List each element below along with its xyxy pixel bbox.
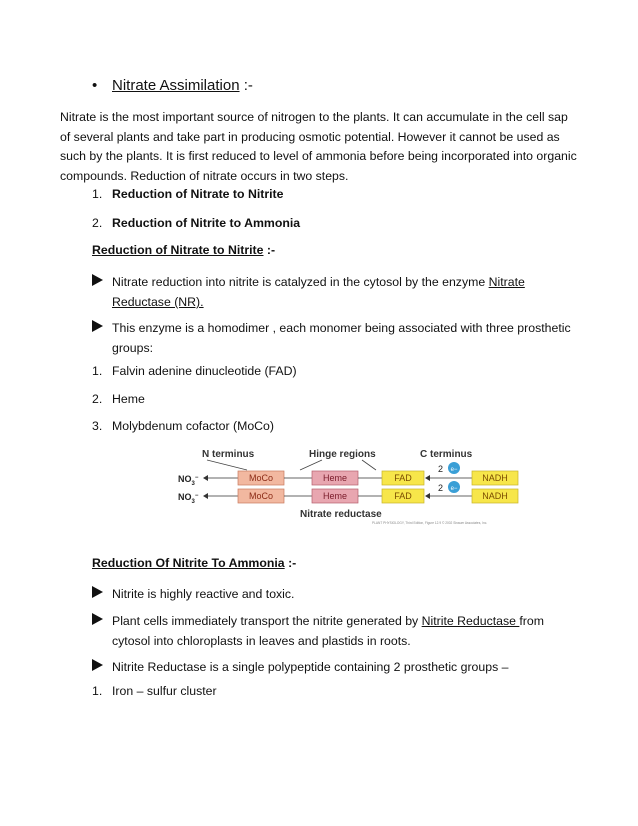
title-text: Nitrate Assimilation: [112, 77, 240, 94]
arrowhead-icon: [425, 493, 430, 499]
step-text: Reduction of Nitrite to Ammonia: [112, 216, 301, 230]
arrow-bullet-icon: [92, 613, 103, 625]
step-number: 2.: [92, 216, 103, 230]
c-terminus-label: C terminus: [420, 449, 473, 460]
title-bullet: •: [92, 77, 98, 94]
nitrate-reductase-diagram: [172, 446, 524, 528]
svg-text:e−: e−: [450, 467, 458, 473]
diagram-credit: PLANT PHYSIOLOGY, Third Edition, Figure 12.9 © 2002 Sinauer Associates, Inc.: [372, 521, 488, 525]
section2-heading: Reduction Of Nitrite To Ammonia :-: [92, 556, 297, 570]
arrow-bullet-icon: [92, 274, 103, 286]
moco-label: MoCo: [248, 491, 274, 501]
arrow-bullet-icon: [92, 320, 103, 332]
svg-text:2: 2: [438, 483, 444, 493]
arrowhead-icon: [203, 493, 208, 499]
arrow-bullet-icon: [92, 659, 103, 671]
hinge-pointer: [362, 460, 376, 470]
section1-heading: Reduction of Nitrate to Nitrite :-: [92, 243, 276, 257]
intro-text: Nitrate is the most important source of nitrogen to the plants. It can accumulate in the cell sap of several plants and take part in producing osmotic potential. However it cannot be used as such by the plants. It is first reduced to level of ammonia before being incorporated into organic compounds. Reduction of nitrate occurs in two steps.: [60, 110, 577, 183]
heme-label: Heme: [322, 473, 348, 483]
nitrite-reductase-link: Nitrite Reductase: [421, 614, 520, 628]
diagram-caption: Nitrate reductase: [300, 509, 382, 520]
svg-text:NO3−: $NO_3^-$: [178, 474, 199, 487]
n-terminus-pointer: [207, 460, 247, 470]
moco-label: MoCo: [248, 473, 274, 483]
arrowhead-icon: [203, 475, 208, 481]
nitrate-reductase-link: Nitrate Reductase (NR).: [112, 275, 525, 309]
arrowhead-icon: [425, 475, 430, 481]
step-number: 1.: [92, 187, 103, 201]
svg-text:NO3−: $NO_3^-$: [178, 492, 199, 505]
hinge-label: Hinge regions: [309, 449, 376, 460]
n-terminus-label: N terminus: [202, 449, 255, 460]
heme-label: Heme: [322, 491, 348, 501]
step-text: Reduction of Nitrate to Nitrite: [112, 187, 284, 201]
svg-text:2: 2: [438, 464, 444, 474]
nadh-label: NADH: [482, 473, 508, 483]
intro-paragraph: [60, 108, 580, 186]
hinge-pointer: [300, 460, 322, 470]
title-suffix: :-: [239, 77, 253, 94]
svg-text:e−: e−: [450, 486, 458, 492]
fad-label: FAD: [394, 473, 412, 483]
nadh-label: NADH: [482, 491, 508, 501]
arrow-bullet-icon: [92, 586, 103, 598]
fad-label: FAD: [394, 491, 412, 501]
